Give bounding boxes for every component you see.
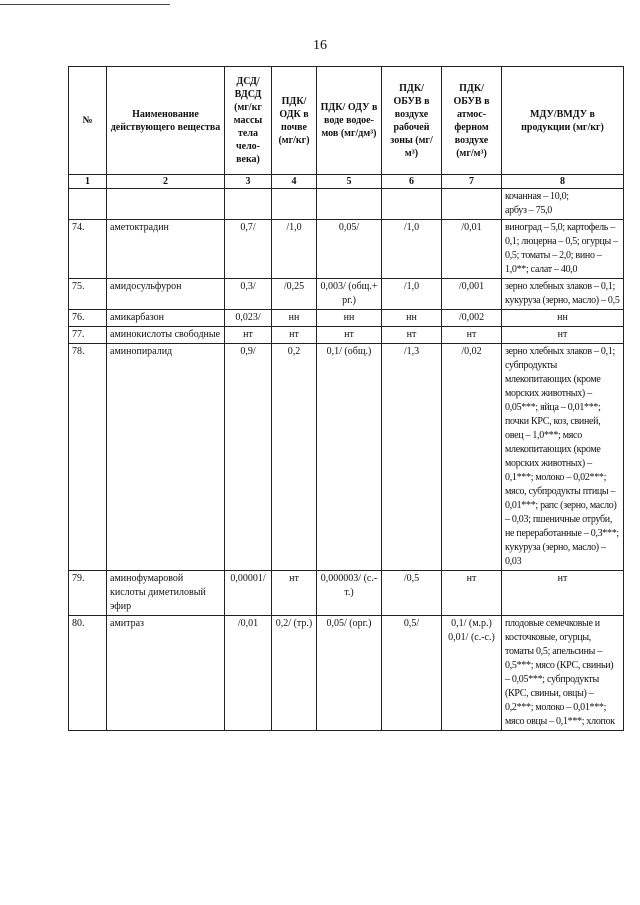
soil-value: нт — [272, 571, 317, 616]
header-row — [69, 67, 624, 175]
dsd-value: 0,9/ — [225, 344, 272, 571]
dsd-value: нт — [225, 327, 272, 344]
column-number: 5 — [317, 175, 382, 189]
header-num: № — [69, 67, 107, 175]
header-mdu: МДУ/ВМДУ в продукции (мг/кг) — [502, 67, 624, 175]
top-rule — [0, 4, 170, 5]
table-row — [69, 327, 624, 344]
atm-air-value: нт — [442, 571, 502, 616]
table-row — [69, 344, 624, 571]
soil-value: 0,2/ (тр.) — [272, 616, 317, 731]
table-row — [69, 220, 624, 279]
mdu-value: нт — [502, 571, 624, 616]
row-number: 79. — [69, 571, 107, 616]
work-air-value: нт — [382, 327, 442, 344]
substance-name: аминопиралид — [107, 344, 225, 571]
work-air-value: /1,0 — [382, 220, 442, 279]
soil-value: нт — [272, 327, 317, 344]
row-number: 77. — [69, 327, 107, 344]
atm-air-value: /0,002 — [442, 310, 502, 327]
column-number: 2 — [107, 175, 225, 189]
atm-air-value: нт — [442, 327, 502, 344]
header-soil: ПДК/ ОДК в почве (мг/кг) — [272, 67, 317, 175]
continuation-mdu: кочанная – 10,0; арбуз – 75,0 — [502, 189, 624, 220]
work-air-value: нн — [382, 310, 442, 327]
row-number: 74. — [69, 220, 107, 279]
mdu-value: виноград – 5,0; картофель – 0,1; люцерна – 0,5; огурцы – 0,5; томаты – 2,0; вино – 1,0**; салат – 40,0 — [502, 220, 624, 279]
mdu-value: зерно хлебных злаков – 0,1; субпродукты млекопитающих (кроме морских животных) – 0,05***; яйца – 0,01***; почки КРС, коз, свиней, овец – 1,0***; мясо млекопитающих (кроме морских животных) – 0,1***; молоко – 0,02***; мясо, субпродукты птицы – 0,01***; рапс (зерно, масло) – 0,03; пшеничные отруби, не переработанные – 0,3***; кукуруза (зерно, масло) – 0,03 — [502, 344, 624, 571]
mdu-value: нн — [502, 310, 624, 327]
mdu-value: зерно хлебных злаков – 0,1; кукуруза (зерно, масло) – 0,5 — [502, 279, 624, 310]
dsd-value: 0,7/ — [225, 220, 272, 279]
dsd-value: 0,00001/ — [225, 571, 272, 616]
row-number: 75. — [69, 279, 107, 310]
water-value: 0,05/ — [317, 220, 382, 279]
mdu-value: плодовые семечковые и косточковые, огурцы, томаты 0,5; апельсины – 0,5***; мясо (КРС, свиньи) – 0,05***; субпродукты (КРС, свиньи, овцы) – 0,2***; молоко – 0,01***; мясо овцы – 0,1***; хлопок — [502, 616, 624, 731]
atm-air-value: /0,01 — [442, 220, 502, 279]
header-dsd: ДСД/ ВДСД (мг/кг массы тела чело- века) — [225, 67, 272, 175]
work-air-value: /1,0 — [382, 279, 442, 310]
column-number: 1 — [69, 175, 107, 189]
substance-name: аминофумаровой кислоты диметиловый эфир — [107, 571, 225, 616]
substance-name: амикарбазон — [107, 310, 225, 327]
dsd-value: 0,023/ — [225, 310, 272, 327]
atm-air-value: /0,02 — [442, 344, 502, 571]
table-row — [69, 616, 624, 731]
atm-air-value: 0,1/ (м.р.) 0,01/ (с.-с.) — [442, 616, 502, 731]
header-water: ПДК/ ОДУ в воде водое- мов (мг/дм³) — [317, 67, 382, 175]
mdu-value: нт — [502, 327, 624, 344]
table-row — [69, 279, 624, 310]
work-air-value: 0,5/ — [382, 616, 442, 731]
header-work-air: ПДК/ ОБУВ в воздухе рабочей зоны (мг/м³) — [382, 67, 442, 175]
substance-name: аметоктрадин — [107, 220, 225, 279]
water-value: нн — [317, 310, 382, 327]
soil-value: /0,25 — [272, 279, 317, 310]
continuation-row — [69, 189, 624, 220]
column-number: 7 — [442, 175, 502, 189]
column-number-row — [69, 175, 624, 189]
column-number: 3 — [225, 175, 272, 189]
substance-name: аминокислоты свободные — [107, 327, 225, 344]
water-value: 0,003/ (общ.+ рг.) — [317, 279, 382, 310]
dsd-value: 0,3/ — [225, 279, 272, 310]
water-value: 0,000003/ (с.-т.) — [317, 571, 382, 616]
column-number: 6 — [382, 175, 442, 189]
substance-name: амитраз — [107, 616, 225, 731]
table-row — [69, 571, 624, 616]
page-number: 16 — [313, 38, 327, 53]
atm-air-value: /0,001 — [442, 279, 502, 310]
work-air-value: /0,5 — [382, 571, 442, 616]
water-value: 0,1/ (общ.) — [317, 344, 382, 571]
header-atm-air: ПДК/ ОБУВ в атмос- ферном воздухе (мг/м³) — [442, 67, 502, 175]
water-value: 0,05/ (орг.) — [317, 616, 382, 731]
water-value: нт — [317, 327, 382, 344]
header-substance: Наименование действующего вещества — [107, 67, 225, 175]
work-air-value: /1,3 — [382, 344, 442, 571]
row-number: 76. — [69, 310, 107, 327]
row-number: 80. — [69, 616, 107, 731]
dsd-value: /0,01 — [225, 616, 272, 731]
soil-value: 0,2 — [272, 344, 317, 571]
substance-name: амидосульфурон — [107, 279, 225, 310]
soil-value: нн — [272, 310, 317, 327]
table-row — [69, 310, 624, 327]
row-number: 78. — [69, 344, 107, 571]
regulation-table — [68, 66, 624, 731]
column-number: 4 — [272, 175, 317, 189]
column-number: 8 — [502, 175, 624, 189]
soil-value: /1,0 — [272, 220, 317, 279]
